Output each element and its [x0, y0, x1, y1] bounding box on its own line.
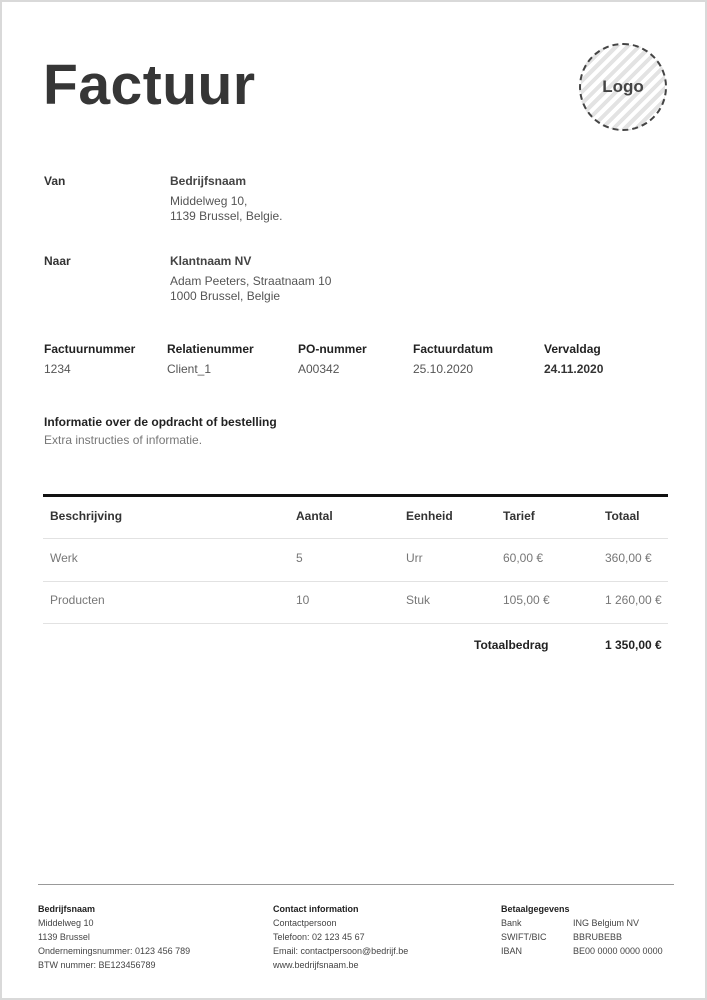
row-total: 1 260,00 €	[605, 593, 662, 607]
from-company: Bedrijfsnaam	[170, 174, 247, 188]
footer-company-line: Ondernemingsnummer: 0123 456 789	[38, 946, 191, 956]
row-quantity: 10	[296, 593, 310, 607]
total-value: 1 350,00 €	[605, 638, 662, 652]
row-description: Werk	[50, 551, 78, 565]
table-row-divider	[43, 623, 668, 624]
swift-label: SWIFT/BIC	[501, 932, 547, 942]
col-header-description: Beschrijving	[50, 509, 123, 523]
footer-contact-line: Telefoon: 02 123 45 67	[273, 932, 365, 942]
invoice-date: 25.10.2020	[413, 362, 474, 376]
iban-label: IBAN	[501, 946, 523, 956]
footer-contact-line: Contactpersoon	[273, 918, 337, 928]
iban-value: BE00 0000 0000 0000	[573, 946, 663, 956]
po-number-label: PO-nummer	[298, 342, 367, 356]
footer-contact-title: Contact information	[273, 904, 359, 914]
footer-payment-grid	[501, 916, 676, 958]
to-label: Naar	[44, 254, 71, 268]
from-address-line2: 1139 Brussel, Belgie.	[170, 209, 283, 223]
col-header-unit: Eenheid	[406, 509, 453, 523]
footer-divider	[38, 884, 674, 885]
relation-number: Client_1	[167, 362, 212, 376]
invoice-date-label: Factuurdatum	[413, 342, 494, 356]
due-date-label: Vervaldag	[544, 342, 601, 356]
footer-contact-line: www.bedrijfsnaam.be	[273, 960, 359, 970]
info-text: Extra instructies of informatie.	[44, 433, 203, 447]
swift-value: BBRUBEBB	[573, 932, 623, 942]
invoice-title: Factuur	[43, 53, 256, 117]
footer-payment	[501, 904, 676, 958]
footer-company	[38, 904, 190, 972]
table-top-rule	[43, 494, 668, 497]
footer-company-line: 1139 Brussel	[38, 932, 90, 942]
to-address-line1: Adam Peeters, Straatnaam 10	[170, 274, 332, 288]
footer-company-line: BTW nummer: BE123456789	[38, 960, 156, 970]
col-header-rate: Tarief	[503, 509, 535, 523]
row-unit: Stuk	[406, 593, 431, 607]
row-quantity: 5	[296, 551, 303, 565]
row-rate: 105,00 €	[503, 593, 550, 607]
info-title: Informatie over de opdracht of bestelling	[44, 415, 277, 429]
due-date: 24.11.2020	[544, 362, 604, 376]
relation-number-label: Relatienummer	[167, 342, 254, 356]
bank-value: ING Belgium NV	[573, 918, 640, 928]
bank-label: Bank	[501, 918, 522, 928]
row-rate: 60,00 €	[503, 551, 544, 565]
table-row-divider	[43, 581, 668, 582]
row-unit: Urr	[406, 551, 423, 565]
from-address-line1: Middelweg 10,	[170, 194, 248, 208]
footer-contact	[273, 904, 408, 972]
footer-contact-line: Email: contactpersoon@bedrijf.be	[273, 946, 409, 956]
invoice-number-label: Factuurnummer	[44, 342, 136, 356]
table-row-divider	[43, 538, 668, 539]
footer-company-line: Middelweg 10	[38, 918, 94, 928]
col-header-quantity: Aantal	[296, 509, 333, 523]
row-description: Producten	[50, 593, 105, 607]
logo-placeholder	[579, 43, 667, 131]
po-number: A00342	[298, 362, 340, 376]
row-total: 360,00 €	[605, 551, 652, 565]
footer-company-title: Bedrijfsnaam	[38, 904, 96, 914]
to-company: Klantnaam NV	[170, 254, 252, 268]
col-header-total: Totaal	[605, 509, 640, 523]
logo-label: Logo	[602, 77, 644, 96]
to-address-line2: 1000 Brussel, Belgie	[170, 289, 281, 303]
total-label: Totaalbedrag	[474, 638, 549, 652]
invoice-number: 1234	[44, 362, 71, 376]
footer-payment-title: Betaalgegevens	[501, 904, 570, 914]
from-label: Van	[44, 174, 66, 188]
